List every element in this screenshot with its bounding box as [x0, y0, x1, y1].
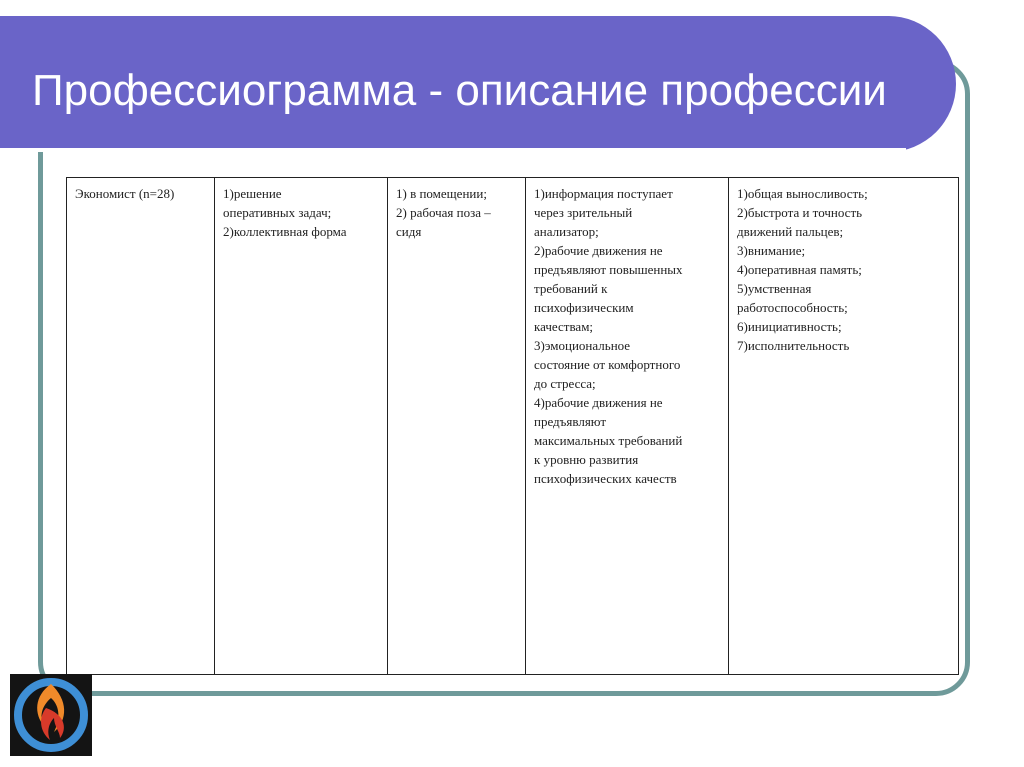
table-cell-conditions: 1) в помещении; 2) рабочая поза – сидя: [388, 178, 526, 675]
profession-table: [66, 177, 959, 675]
table-cell-activity: 1)решение оперативных задач; 2)коллективная форма: [215, 178, 388, 675]
title-underline: [0, 148, 906, 152]
table-row: [67, 178, 959, 675]
table-cell-qualities: 1)общая выносливость; 2)быстрота и точность движений пальцев; 3)внимание; 4)оперативная память; 5)умственная работоспособность; 6)инициативность; 7)исполнительность: [729, 178, 959, 675]
table-cell-profession: Экономист (n=28): [67, 178, 215, 675]
flame-emblem-icon: [10, 674, 92, 756]
title-bar: [0, 16, 956, 152]
logo: [10, 674, 92, 756]
slide-title: Профессиограмма - описание профессии: [32, 66, 887, 115]
table-cell-requirements: 1)информация поступает через зрительный анализатор; 2)рабочие движения не предъявляют повышенных требований к психофизическим качествам; 3)эмоциональное состояние от комфортного до стресса; 4)рабочие движения не предъявляют максимальных требований к уровню развития психофизических качеств: [526, 178, 729, 675]
